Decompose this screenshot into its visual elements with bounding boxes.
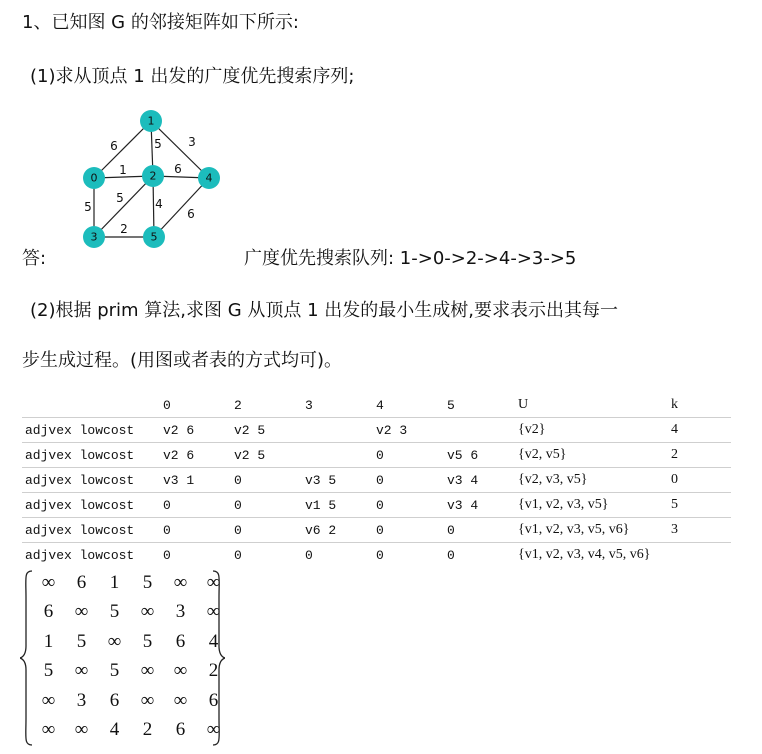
table-cell: {v1, v2, v3, v4, v5, v6} xyxy=(515,543,668,568)
table-cell: v2 6 xyxy=(160,418,231,443)
matrix-cell: ∞ xyxy=(74,601,89,623)
edge-weight-0-3: 5 xyxy=(84,200,92,214)
table-cell: adjvex lowcost xyxy=(22,468,160,493)
table-cell: adjvex lowcost xyxy=(22,543,160,568)
table-cell: adjvex lowcost xyxy=(22,493,160,518)
matrix-cell: 5 xyxy=(109,601,120,623)
edge-weight-2-3: 5 xyxy=(116,191,124,205)
matrix-cell: 5 xyxy=(43,660,54,682)
matrix-cell: ∞ xyxy=(206,601,221,623)
table-cell: 0 xyxy=(668,468,731,493)
matrix-cell: 6 xyxy=(175,719,186,741)
matrix-cell: 2 xyxy=(142,719,153,741)
edge-weight-1-2: 5 xyxy=(154,137,162,151)
table-cell: 3 xyxy=(668,518,731,543)
table-header-cell: 3 xyxy=(305,397,313,413)
matrix-cell: ∞ xyxy=(140,660,155,682)
matrix-cell: 6 xyxy=(109,689,120,711)
table-cell xyxy=(444,418,515,443)
table-cell: v3 5 xyxy=(302,468,373,493)
table-cell: v5 6 xyxy=(444,443,515,468)
matrix-cell: ∞ xyxy=(140,601,155,623)
table-header-row xyxy=(22,393,731,418)
matrix-cell: ∞ xyxy=(107,630,122,652)
matrix-cell: ∞ xyxy=(41,571,56,593)
table-cell: 2 xyxy=(668,443,731,468)
table-cell: 0 xyxy=(231,468,302,493)
table-header-cell: 0 xyxy=(163,397,171,413)
matrix-cell: 1 xyxy=(43,630,54,652)
table-cell: v6 2 xyxy=(302,518,373,543)
table-row xyxy=(22,493,731,518)
matrix-cell: ∞ xyxy=(173,689,188,711)
question-1-title: 1、已知图 G 的邻接矩阵如下所示: xyxy=(22,12,299,33)
matrix-cell: 6 xyxy=(43,601,54,623)
matrix-cell: 6 xyxy=(76,571,87,593)
table-cell: adjvex lowcost xyxy=(22,518,160,543)
table-cell: {v2} xyxy=(515,418,668,443)
table-row xyxy=(22,518,731,543)
matrix-cell: ∞ xyxy=(41,719,56,741)
prim-table xyxy=(22,393,731,567)
table-cell xyxy=(302,418,373,443)
graph-node-label: 4 xyxy=(205,171,213,185)
table-cell: 0 xyxy=(373,493,444,518)
matrix-cell: ∞ xyxy=(173,571,188,593)
matrix-cell: 3 xyxy=(76,689,87,711)
table-cell: adjvex lowcost xyxy=(22,418,160,443)
table-cell: v1 5 xyxy=(302,493,373,518)
table-cell: 5 xyxy=(668,493,731,518)
matrix-cell: 6 xyxy=(175,630,186,652)
table-cell: {v1, v2, v3, v5} xyxy=(515,493,668,518)
question-1-part-1: (1)求从顶点 1 出发的广度优先搜索序列; xyxy=(30,66,355,87)
table-cell: 0 xyxy=(373,543,444,568)
edge-weight-4-5: 6 xyxy=(187,207,195,221)
matrix-cell: 1 xyxy=(109,571,120,593)
matrix-cell: 5 xyxy=(142,630,153,652)
table-cell: v3 4 xyxy=(444,468,515,493)
matrix-cell: ∞ xyxy=(140,689,155,711)
table-row xyxy=(22,418,731,443)
table-cell: 4 xyxy=(668,418,731,443)
graph-diagram xyxy=(70,104,230,252)
table-header-cell xyxy=(22,393,160,418)
table-cell xyxy=(668,543,731,568)
matrix-cell: ∞ xyxy=(206,719,221,741)
matrix-cell: ∞ xyxy=(74,719,89,741)
table-cell: 0 xyxy=(231,493,302,518)
table-row xyxy=(22,543,731,568)
question-2-line-2: 步生成过程。(用图或者表的方式均可)。 xyxy=(22,350,343,371)
table-cell: 0 xyxy=(160,543,231,568)
graph-node-label: 1 xyxy=(147,114,155,128)
table-cell: {v2, v3, v5} xyxy=(515,468,668,493)
matrix-cell: 5 xyxy=(76,630,87,652)
table-cell: 0 xyxy=(373,468,444,493)
matrix-cell: ∞ xyxy=(41,689,56,711)
table-cell: 0 xyxy=(444,518,515,543)
table-cell: adjvex lowcost xyxy=(22,443,160,468)
table-cell xyxy=(302,443,373,468)
table-header-cell: 4 xyxy=(376,397,384,413)
table-cell: 0 xyxy=(444,543,515,568)
table-cell: {v2, v5} xyxy=(515,443,668,468)
table-cell: 0 xyxy=(160,493,231,518)
table-cell: {v1, v2, v3, v5, v6} xyxy=(515,518,668,543)
graph-node-label: 3 xyxy=(90,230,98,244)
graph-node-label: 5 xyxy=(150,230,158,244)
table-cell: v3 1 xyxy=(160,468,231,493)
matrix-cell: 4 xyxy=(208,630,219,652)
adjacency-matrix xyxy=(20,568,225,748)
edge-weight-1-4: 3 xyxy=(188,135,196,149)
graph-node-label: 2 xyxy=(149,169,157,183)
table-cell: 0 xyxy=(231,543,302,568)
answer-label: 答: xyxy=(22,248,47,269)
matrix-cell: ∞ xyxy=(173,660,188,682)
question-2-line-1: (2)根据 prim 算法,求图 G 从顶点 1 出发的最小生成树,要求表示出其每一 xyxy=(30,300,619,321)
matrix-cell: 5 xyxy=(142,571,153,593)
edge-weight-3-5: 2 xyxy=(120,222,128,236)
table-row xyxy=(22,468,731,493)
bfs-answer: 广度优先搜索队列: 1->0->2->4->3->5 xyxy=(244,248,577,269)
table-cell: 0 xyxy=(302,543,373,568)
table-cell: 0 xyxy=(373,518,444,543)
table-cell: v2 5 xyxy=(231,443,302,468)
matrix-left-brace xyxy=(20,571,32,745)
matrix-cell: ∞ xyxy=(206,571,221,593)
table-cell: v3 4 xyxy=(444,493,515,518)
edge-weight-0-2: 1 xyxy=(119,163,127,177)
table-cell: v2 6 xyxy=(160,443,231,468)
graph-node-label: 0 xyxy=(90,171,98,185)
matrix-cell: ∞ xyxy=(74,660,89,682)
matrix-cell: 4 xyxy=(109,719,120,741)
matrix-cell: 3 xyxy=(175,601,186,623)
table-header-cell: k xyxy=(671,397,678,412)
matrix-cell: 5 xyxy=(109,660,120,682)
edge-weight-1-0: 6 xyxy=(110,139,118,153)
table-cell: 0 xyxy=(373,443,444,468)
edge-weight-2-5: 4 xyxy=(155,197,163,211)
table-header-cell: U xyxy=(518,397,529,412)
table-cell: v2 3 xyxy=(373,418,444,443)
matrix-cell: 2 xyxy=(208,660,219,682)
table-header-cell: 2 xyxy=(234,397,242,413)
table-cell: 0 xyxy=(160,518,231,543)
matrix-cell: 6 xyxy=(208,689,219,711)
table-row xyxy=(22,443,731,468)
table-header-cell: 5 xyxy=(447,397,455,413)
edge-weight-2-4: 6 xyxy=(174,162,182,176)
table-cell: v2 5 xyxy=(231,418,302,443)
table-cell: 0 xyxy=(231,518,302,543)
